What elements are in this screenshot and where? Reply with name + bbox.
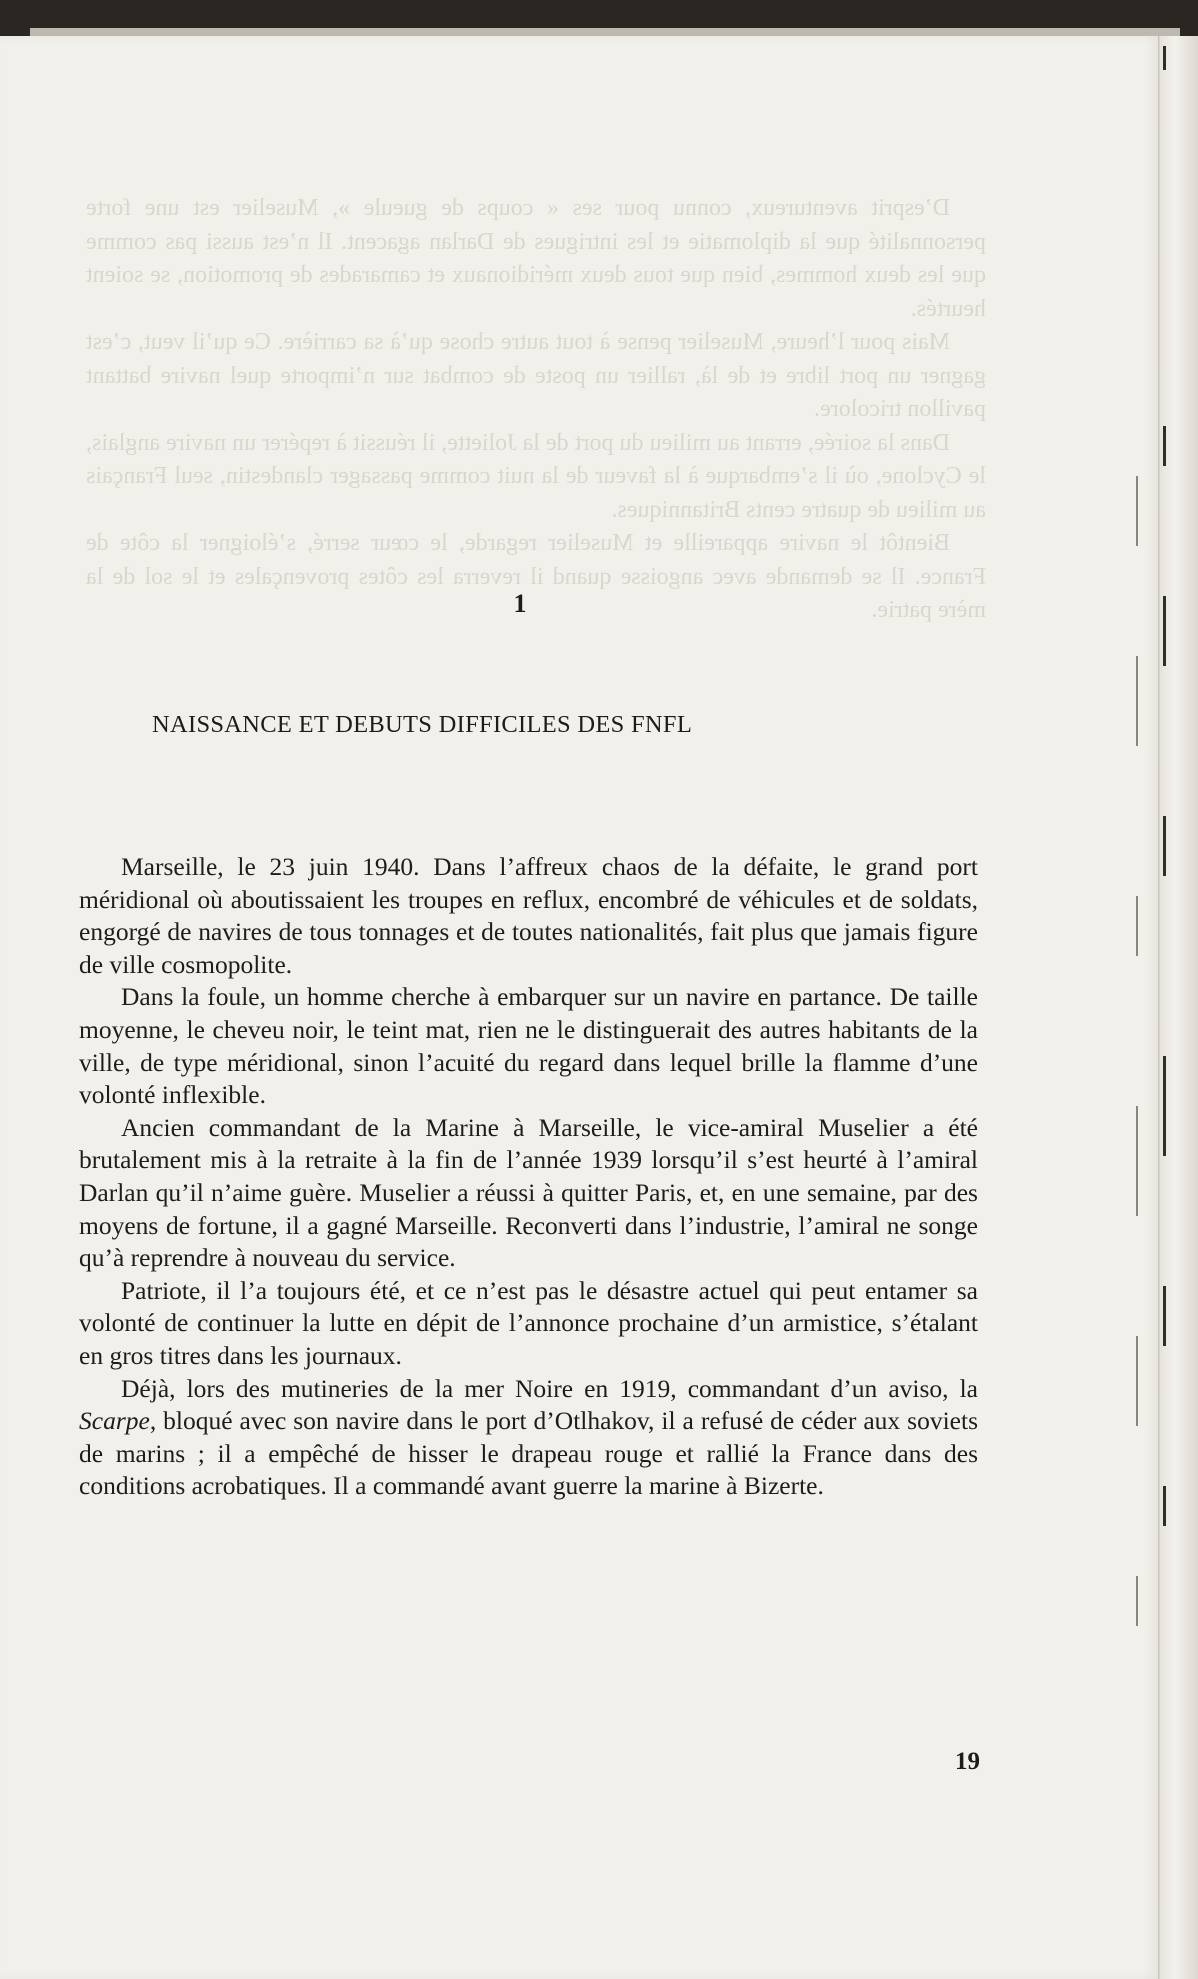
- paragraph-text: , bloqué avec son navire dans le port d’Otlhakov, il a refusé de céder aux soviets de marins ; il a empêché de hisser le drapeau rouge et rallié la France dans des conditions acrobatiques. Il a commandé avant guerre la marine à Bizerte.: [79, 1406, 978, 1501]
- chapter-body: [79, 851, 978, 1503]
- page-number: 19: [955, 1748, 980, 1775]
- page-edge-marks: [1136, 96, 1140, 1746]
- paragraph: [79, 1373, 978, 1503]
- paragraph: Ancien commandant de la Marine à Marseille, le vice-amiral Muselier a été brutalement mis à la retraite à la fin de l’année 1939 lorsqu’il s’est heurté à l’amiral Darlan qu’il n’aime guère. Muselier a réussi à quitter Paris, et, en une semaine, par des moyens de fortune, il a gagné Marseille. Reconverti dans l’industrie, l’amiral ne songe qu’à reprendre à nouveau du service.: [79, 1112, 978, 1273]
- show-through-text: D’esprit aventureux, connu pour ses « coups de gueule », Muselier est une forte personnalité que la diplomatie et les intrigues de Darlan agacent. Il n’est aussi pas comme que les deux hommes, bien que tous deux méridionaux et camarades de promotion, se soient heurtés. Mais pour l’heure, Muselier pense à tout autre chose qu’à sa carrière. Ce qu’il veut, c’est gagner un port libre et de là, rallier un poste de combat sur n’importe quel navire battant pavillon tricolore. Dans la soirée, errant au milieu du port de la Joliette, il réussit à repérer un navire anglais, le Cyclone, où il s’embarque à la faveur de la nuit comme passager clandestin, seul Français au milieu de quatre cents Britanniques. Bientôt le navire appareille et Muselier regarde, le cœur serré, s’éloigner la côte de France. Il se demande avec angoisse quand il reverra les côtes provençales et le sol de la mère patrie.: [86, 195, 986, 623]
- paragraph: Dans la foule, un homme cherche à embarquer sur un navire en partance. De taille moyenne, le cheveu noir, le teint mat, rien ne le distinguerait des autres habitants de la ville, de type méridional, sinon l’acuité du regard dans lequel brille la flamme d’une volonté inflexible.: [79, 982, 978, 1110]
- ship-name: Scarpe: [79, 1406, 150, 1436]
- paragraph: Marseille, le 23 juin 1940. Dans l’affreux chaos de la défaite, le grand port méridional où aboutissaient les troupes en reflux, encombré de véhicules et de soldats, engorgé de navires de tous tonnages et de toutes nationalités, fait plus que jamais figure de ville cosmopolite.: [79, 852, 978, 979]
- book-page: [0, 36, 1159, 1979]
- page-stack-edge: [1160, 36, 1198, 1979]
- paragraph: Patriote, il l’a toujours été, et ce n’est pas le désastre actuel qui peut entamer sa volonté de continuer la lutte en dépit de l’annonce prochaine d’un armistice, s’étalant en gros titres dans les journaux.: [79, 1275, 978, 1370]
- scanner-background: [0, 0, 1198, 36]
- paragraph-text: Déjà, lors des mutineries de la mer Noire en 1919, commandant d’un aviso, la: [121, 1373, 978, 1403]
- chapter-title: NAISSANCE ET DEBUTS DIFFICILES DES FNFL: [152, 711, 693, 738]
- chapter-number: 1: [513, 589, 527, 618]
